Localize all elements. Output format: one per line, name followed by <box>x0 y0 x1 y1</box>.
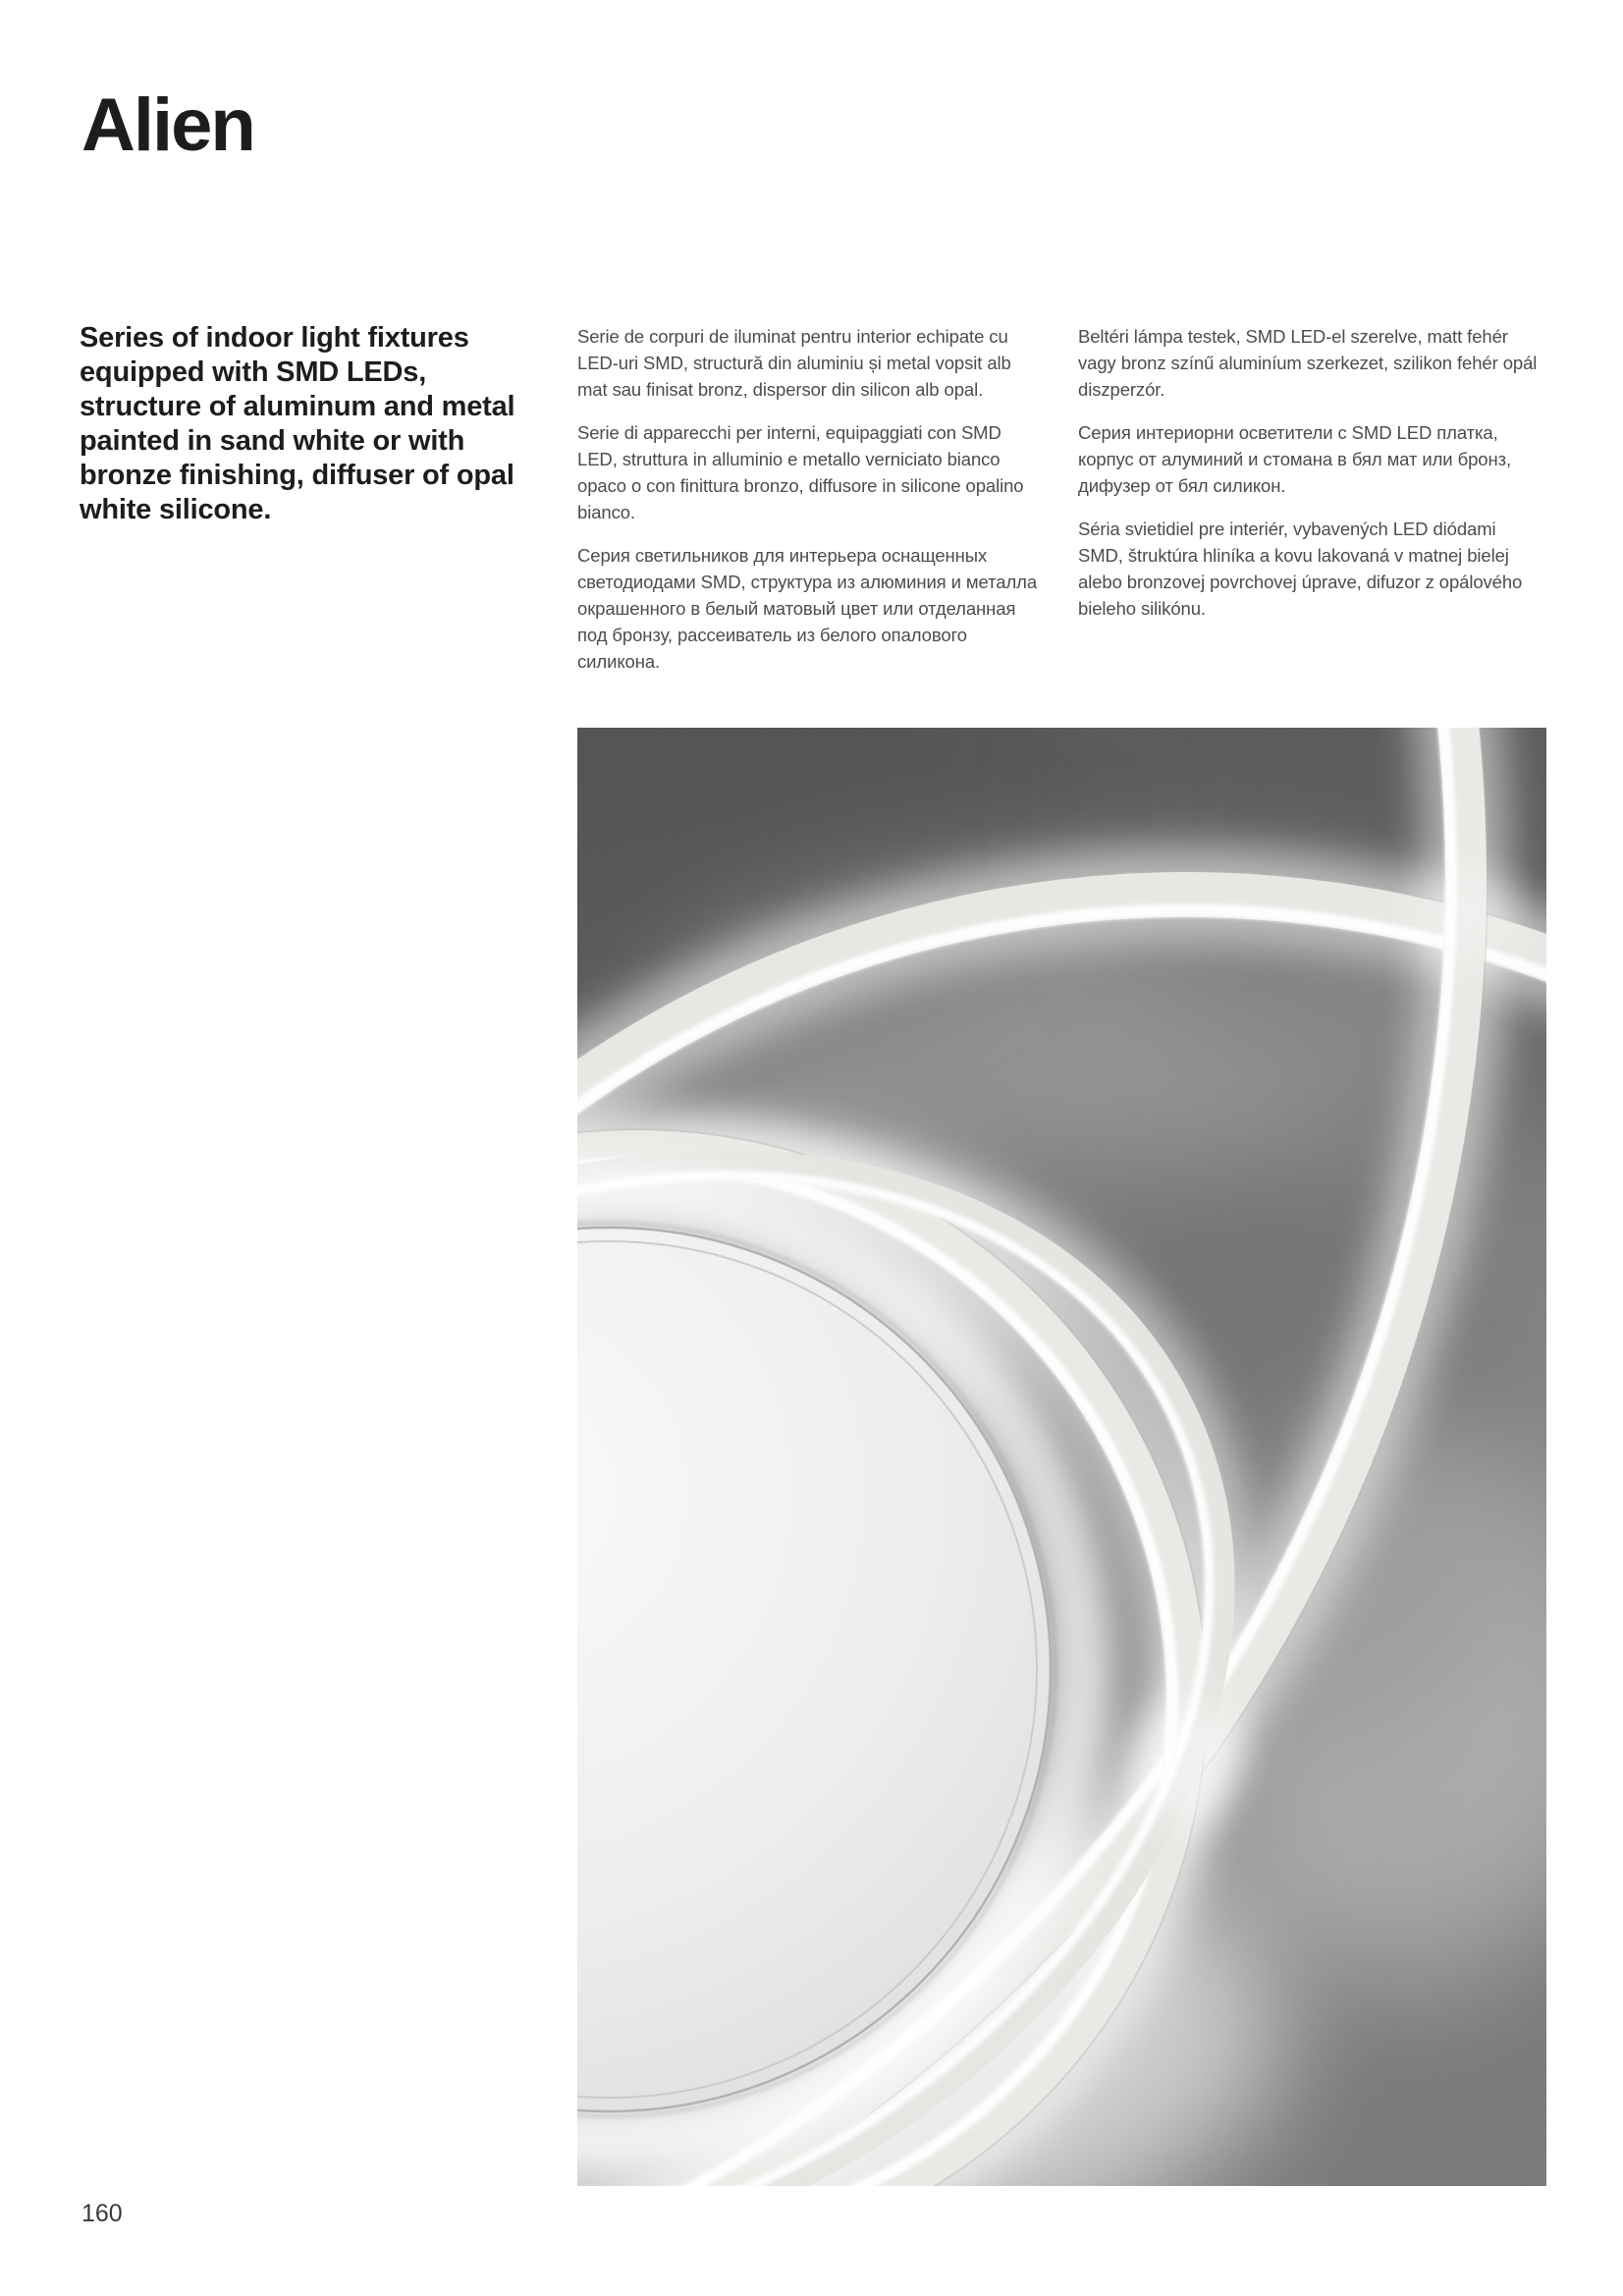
translations-column-1 <box>577 323 1039 691</box>
paragraph-ru: Серия светильников для интерьера оснащенных светодиодами SMD, структура из алюминия и металла окрашенного в белый матовый цвет или отделанная под бронзу, рассеиватель из белого опалового силикона. <box>577 545 1038 672</box>
page-title: Alien <box>81 83 254 167</box>
paragraph-it: Serie di apparecchi per interni, equipaggiati con SMD LED, struttura in alluminio e metallo verniciato bianco opaco o con finittura bronzo, diffusore in silicone opalino bianco. <box>577 422 1024 522</box>
paragraph-bg: Серия интериорни осветители с SMD LED платка, корпус от алуминий и стомана в бял мат или бронз, дифузер от бял силикон. <box>1078 422 1511 496</box>
translations-column-2 <box>1078 323 1542 638</box>
paragraph-hu: Beltéri lámpa testek, SMD LED-el szerelve, matt fehér vagy bronz színű aluminíum szerkezet, szilikon fehér opál diszperzór. <box>1078 326 1538 400</box>
paragraph-ro: Serie de corpuri de iluminat pentru interior echipate cu LED-uri SMD, structură din aluminiu și metal vopsit alb mat sau finisat bronz, dispersor din silicon alb opal. <box>577 326 1011 400</box>
page-number: 160 <box>81 2200 123 2227</box>
product-photo-image <box>577 728 1546 2186</box>
product-photo <box>577 728 1546 2186</box>
paragraph-sk: Séria svietidiel pre interiér, vybavených LED diódami SMD, štruktúra hliníka a kovu lakovaná v matnej bielej alebo bronzovej povrchovej úprave, difuzor z opálového bieleho silikónu. <box>1078 519 1523 619</box>
intro-paragraph-en: Series of indoor light fixtures equipped with SMD LEDs, structure of aluminum and metal painted in sand white or with bronze finishing, diffuser of opal white silicone. <box>80 322 515 525</box>
